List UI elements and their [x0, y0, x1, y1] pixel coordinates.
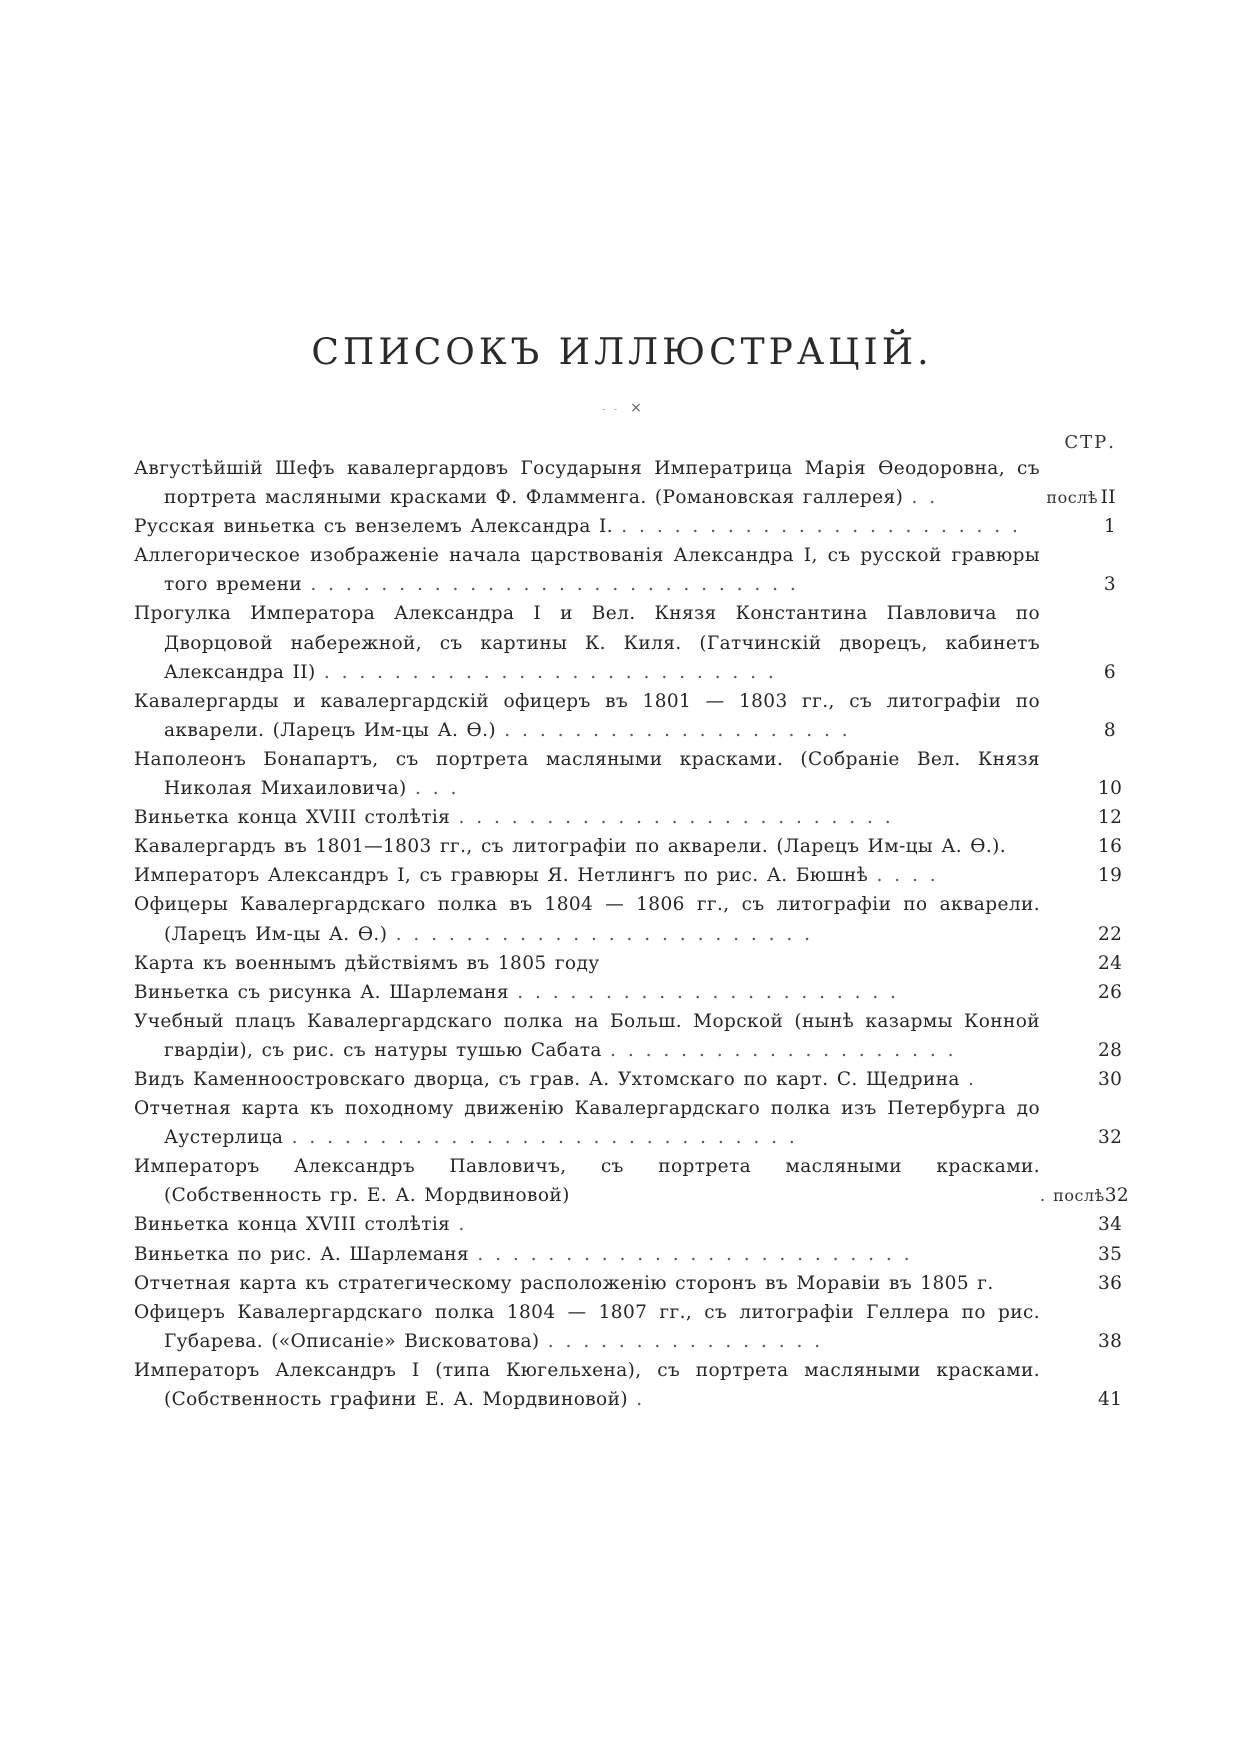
- entry-caption: Прогулка Императора Александра I и Вел. Князя Константина Павловича по Дворцовой набережной, съ картины К. Киля. (Гатчинскій дворецъ, кабинетъ Александра II): [134, 603, 1040, 683]
- illustration-list: [134, 454, 1130, 1414]
- entry-page-number: 30: [1098, 1068, 1123, 1090]
- entry-caption: Видъ Каменноостровскаго дворца, съ грав. А. Ухтомскаго по карт. С. Щедрина: [134, 1068, 960, 1090]
- entry-caption: Императоръ Александръ Павловичъ, съ портрета масляными красками. (Собственность гр. Е. А. Мордвиновой): [134, 1156, 1040, 1207]
- entry-text: [134, 745, 1040, 803]
- list-item: [134, 832, 1123, 861]
- entry-after-label: . послѣ: [1040, 1186, 1105, 1206]
- entry-page-number: 22: [1098, 923, 1123, 945]
- entry-caption: Отчетная карта къ стратегическому расположенію сторонъ въ Моравіи въ 1805 г.: [134, 1272, 994, 1294]
- entry-caption: Императоръ Александръ I (типа Кюгельхена), съ портрета масляными красками. (Собственность графини Е. А. Мордвиновой): [134, 1359, 1040, 1410]
- entry-page-number: 16: [1098, 836, 1123, 858]
- entry-caption: Кавалергарды и кавалергардскій офицеръ въ 1801 — 1803 гг., съ литографіи по акварели. (Ларецъ Им-цы А. Ѳ.): [134, 690, 1040, 741]
- page-column-header: СТР.: [1064, 432, 1116, 453]
- list-item: [134, 1007, 1123, 1065]
- list-item: [134, 890, 1123, 948]
- entry-text: [134, 1007, 1040, 1065]
- entry-page-number: 38: [1098, 1330, 1123, 1352]
- entry-caption: Русская виньетка съ вензелемъ Александра I.: [134, 516, 614, 538]
- entry-text: [134, 1356, 1040, 1414]
- entry-caption: Императоръ Александръ I, съ гравюры Я. Нетлингъ по рис. А. Бюшнѣ: [134, 865, 869, 887]
- entry-text: [134, 890, 1040, 948]
- entry-text: [134, 978, 1040, 1007]
- dot-leader: . . . . . . . . . . . . . . . . . . . . . .: [517, 981, 899, 1003]
- list-item: [134, 1152, 1130, 1210]
- entry-caption: Наполеонъ Бонапартъ, съ портрета масляными красками. (Собраніе Вел. Князя Николая Михаиловича): [134, 748, 1040, 800]
- entry-page-number: 10: [1098, 778, 1123, 800]
- entry-text: [134, 832, 1040, 861]
- entry-text: [134, 1094, 1040, 1152]
- entry-text: [134, 599, 1040, 686]
- entry-caption: Офицеры Кавалергардскаго полка въ 1804 — 1806 гг., съ литографіи по акварели. (Ларецъ Им-цы А. Ѳ.): [134, 894, 1040, 945]
- entry-text: [134, 1065, 1040, 1094]
- entry-text: [134, 1298, 1040, 1356]
- ornament-cross-icon: ×: [630, 400, 642, 416]
- dot-leader: . .: [911, 487, 938, 509]
- entry-page-number: 34: [1098, 1214, 1123, 1236]
- entry-caption: Виньетка съ рисунка А. Шарлеманя: [134, 981, 509, 1003]
- entry-caption: Учебный плацъ Кавалергардскаго полка на Больш. Морской (нынѣ казармы Конной гвардіи), съ рис. съ натуры тушью Сабата: [134, 1010, 1040, 1061]
- list-item: [134, 1094, 1123, 1152]
- list-item: [134, 1269, 1123, 1298]
- list-item: [134, 745, 1123, 803]
- entry-caption: Отчетная карта къ походному движенію Кавалергардскаго полка изъ Петербурга до Аустерлица: [134, 1098, 1040, 1149]
- list-item: [134, 512, 1116, 541]
- dot-leader: . . . . . . . . . . . . . . . . . . . .: [504, 719, 850, 741]
- entry-page-number: 3: [1103, 574, 1116, 596]
- dot-leader: .: [458, 1214, 467, 1236]
- list-item: [134, 861, 1123, 890]
- entry-text: [134, 803, 1040, 832]
- entry-caption: Виньетка по рис. А. Шарлеманя: [134, 1243, 470, 1265]
- dot-leader: . . .: [414, 778, 459, 800]
- list-item: [134, 1240, 1123, 1269]
- dot-leader: . . . . . . . . . . . . . . . .: [547, 1330, 823, 1352]
- dot-leader: . . . . . . . . . . . . . . . . . . . . . . . . .: [458, 807, 893, 829]
- entry-page-number: 8: [1103, 719, 1116, 741]
- entry-text: [134, 1210, 1040, 1239]
- entry-caption: Виньетка конца XVIII столѣтія: [134, 1214, 451, 1236]
- entry-caption: Аллегорическое изображеніе начала царствованія Александра I, съ русской гравюры того времени: [134, 545, 1040, 596]
- list-item: [134, 599, 1116, 686]
- dot-leader: . . . . . . . . . . . . . . . . . . . . . . . . . . . .: [310, 574, 798, 596]
- entry-text: [134, 541, 1040, 599]
- list-item: [134, 1298, 1123, 1356]
- entry-page-number: 19: [1098, 865, 1123, 887]
- dot-leader: .: [968, 1068, 976, 1090]
- entry-text: [134, 1269, 1040, 1298]
- entry-caption: Карта къ военнымъ дѣйствіямъ въ 1805 году: [134, 952, 600, 974]
- title-ornament: [0, 400, 1244, 416]
- entry-page-number: 28: [1098, 1039, 1123, 1061]
- entry-text: [134, 454, 1040, 512]
- entry-page-number: 1: [1103, 516, 1116, 538]
- dot-leader: . . . . . . . . . . . . . . . . . . . . . . . . . . . . .: [291, 1127, 797, 1149]
- entry-page-number: 32: [1104, 1185, 1130, 1207]
- entry-page-number: II: [1100, 487, 1116, 509]
- entry-page-number: 12: [1098, 807, 1123, 829]
- list-item: [134, 949, 1123, 978]
- entry-text: [134, 512, 1040, 541]
- list-item: [134, 454, 1116, 512]
- entry-text: [134, 1240, 1040, 1269]
- entry-caption: Офицеръ Кавалергардскаго полка 1804 — 1807 гг., съ литографіи Геллера по рис. Губарева. («Описаніе» Висковатова): [134, 1301, 1040, 1352]
- dot-leader: . . . . . . . . . . . . . . . . . . . . . . . . .: [477, 1243, 912, 1265]
- list-item: [134, 541, 1116, 599]
- entry-caption: Августѣйшій Шефъ кавалергардовъ Государыня Императрица Марія Ѳеодоровна, съ портрета масляными красками Ф. Фламменга. (Романовская галлерея): [134, 458, 1040, 509]
- entry-page-number: 26: [1098, 981, 1123, 1003]
- entry-page-number: 6: [1103, 661, 1116, 683]
- dot-leader: . . . . . . . . . . . . . . . . . . . . . . . .: [395, 923, 813, 945]
- dot-leader: . . . . . . . . . . . . . . . . . . . .: [610, 1039, 956, 1061]
- dot-leader: . . . . . . . . . . . . . . . . . . . . . . .: [621, 516, 1020, 538]
- list-item: [134, 1210, 1123, 1239]
- entry-page-number: 41: [1098, 1389, 1123, 1410]
- entry-text: [134, 1152, 1040, 1210]
- dot-leader: . . . . . . . . . . . . . . . . . . . . . . . . . .: [323, 661, 776, 683]
- ornament-dashes: - -: [602, 405, 621, 415]
- list-item: [134, 687, 1116, 745]
- entry-caption: Виньетка конца XVIII столѣтія: [134, 807, 451, 829]
- entry-after-label: послѣ: [1046, 488, 1098, 508]
- entry-text: [134, 949, 1040, 978]
- list-item: [134, 1356, 1123, 1414]
- entry-text: [134, 861, 1040, 890]
- list-item: [134, 978, 1123, 1007]
- list-item: [134, 803, 1123, 832]
- dot-leader: .: [636, 1389, 645, 1410]
- entry-caption: Кавалергардъ въ 1801—1803 гг., съ литографіи по акварели. (Ларецъ Им-цы А. Ѳ.).: [134, 836, 1007, 858]
- page-title: СПИСОКЪ ИЛЛЮСТРАЦІЙ.: [311, 332, 933, 373]
- entry-page-number: 36: [1098, 1272, 1123, 1294]
- entry-page-number: 24: [1098, 952, 1123, 974]
- entry-text: [134, 687, 1040, 745]
- dot-leader: . . . .: [876, 865, 938, 887]
- entry-page-number: 32: [1098, 1127, 1123, 1149]
- list-item: [134, 1065, 1123, 1094]
- entry-page-number: 35: [1098, 1243, 1123, 1265]
